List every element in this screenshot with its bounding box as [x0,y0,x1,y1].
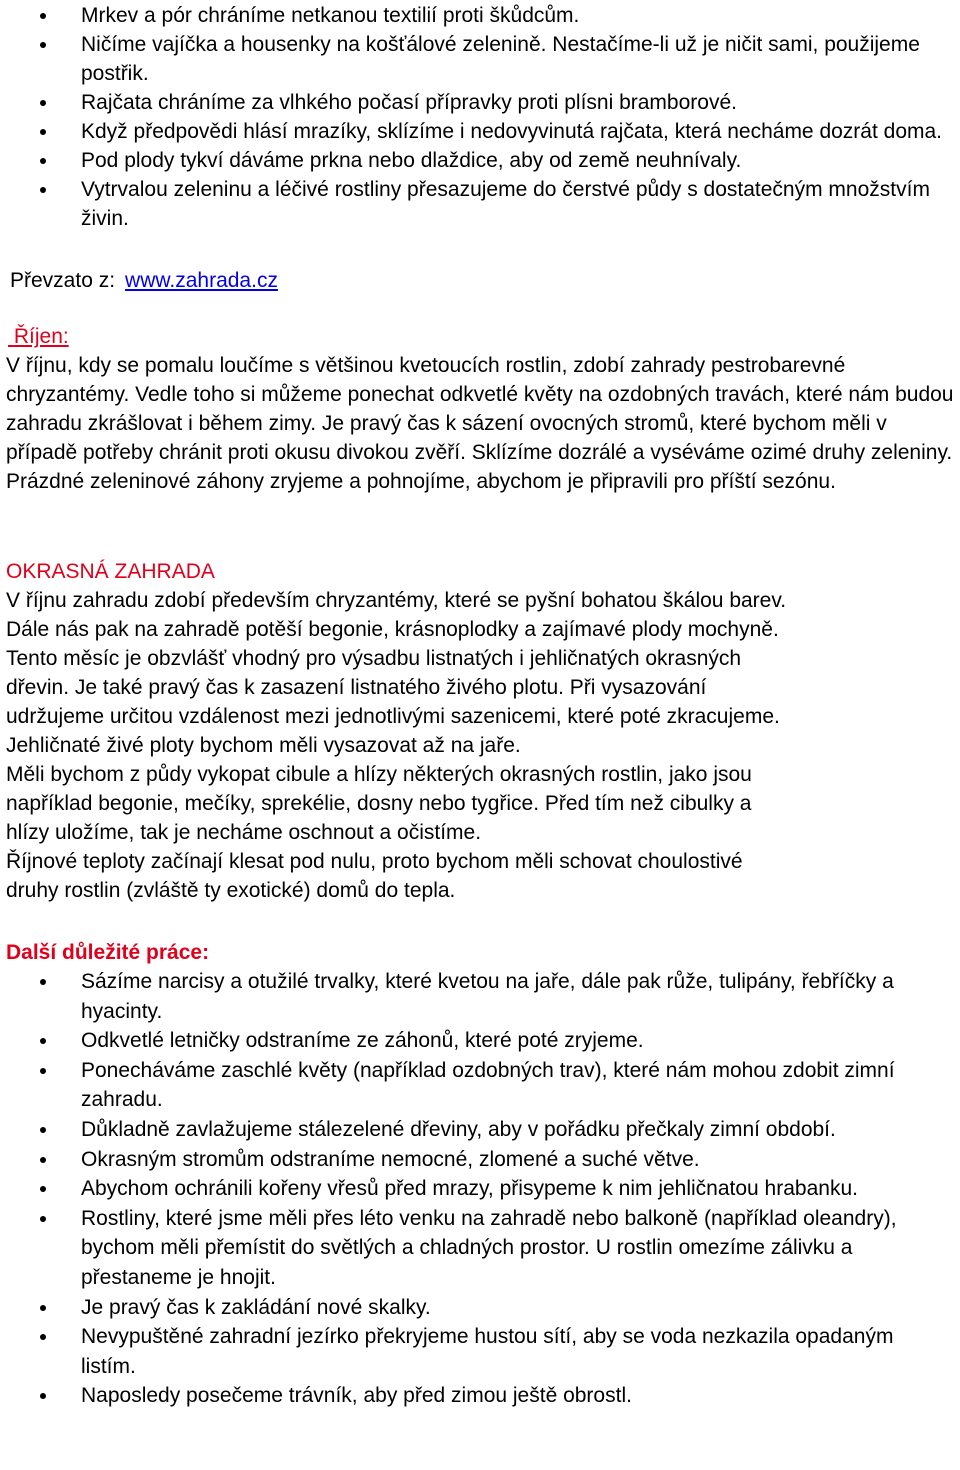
paragraph-line: hlízy uložíme, tak je necháme oschnout a očistíme. [6,821,482,844]
vegetable-care-list [0,1,960,233]
list-item [0,88,960,117]
list-item [0,967,960,1026]
paragraph-line: dřevin. Je také pravý čas k zasazení listnatého živého plotu. Při vysazování [6,676,707,699]
bullet-icon [40,13,46,19]
october-paragraph: V říjnu, kdy se pomalu loučíme s většinou kvetoucích rostlin, zdobí zahrady pestrobarevné chryzantémy. Vedle toho si můžeme ponechat odkvetlé květy na ozdobných travách, které nám budou zahradu zkrášlovat i během zimy. Je pravý čas k sázení ovocných stromů, které bychom měli v případě potřeby chránit proti okusu divokou zvěří. Sklízíme dozrálé a vyséváme ozimé druhy zeleniny. Prázdné zeleninové záhony zryjeme a pohnojíme, abychom je připravili pro příští sezónu. [6,354,954,493]
bullet-icon [40,1127,46,1133]
bullet-icon [40,129,46,135]
list-item [0,1056,960,1115]
october-heading [8,322,69,351]
paragraph-line: druhy rostlin (zvláště ty exotické) domů do tepla. [6,879,456,902]
other-tasks-list [0,967,960,1411]
list-item-text: Pod plody tykví dáváme prkna nebo dlaždice, aby od země neuhnívaly. [81,149,742,172]
list-item [0,1381,960,1411]
list-item [0,1293,960,1323]
list-item-text: Důkladně zavlažujeme stálezelené dřeviny, aby v pořádku přečkaly zimní období. [81,1117,836,1141]
paragraph-line: například begonie, mečíky, sprekélie, dosny nebo tygřice. Před tím než cibulky a [6,792,752,815]
list-item [0,1145,960,1175]
bullet-icon [40,1305,46,1311]
source-link[interactable]: www.zahrada.cz [125,269,278,292]
list-item [0,175,960,233]
paragraph-line: Jehličnaté živé ploty bychom měli vysazovat až na jaře. [6,734,521,757]
list-item [0,1204,960,1293]
bullet-icon [40,100,46,106]
list-item-text: Vytrvalou zeleninu a léčivé rostliny přesazujeme do čerstvé půdy s dostatečným množstvím živin. [81,178,930,230]
bullet-icon [40,1186,46,1192]
list-item [0,146,960,175]
list-item [0,1322,960,1381]
list-item-text: Nevypuštěné zahradní jezírko překryjeme hustou sítí, aby se voda nezkazila opadaným listím. [81,1325,894,1378]
bullet-icon [40,1216,46,1222]
paragraph-line: Měli bychom z půdy vykopat cibule a hlízy některých okrasných rostlin, jako jsou [6,763,752,786]
source-label: Převzato z: [10,269,116,292]
bullet-icon [40,1393,46,1399]
list-item [0,1,960,30]
list-item-text: Ničíme vajíčka a housenky na košťálové zelenině. Nestačíme-li už je ničit sami, použijeme postřik. [81,33,920,85]
paragraph-line: V říjnu zahradu zdobí především chryzantémy, které se pyšní bohatou škálou barev. [6,589,787,612]
list-item-text: Je pravý čas k zakládání nové skalky. [81,1295,431,1319]
paragraph-line: udržujeme určitou vzdálenost mezi jednotlivými sazenicemi, které poté zkracujeme. [6,705,780,728]
list-item-text: Okrasným stromům odstraníme nemocné, zlomené a suché větve. [81,1147,700,1171]
bullet-icon [40,42,46,48]
list-item-text: Rostliny, které jsme měli přes léto venku na zahradě nebo balkoně (například oleandry), bychom měli přemístit do světlých a chladných prostor. U rostlin omezíme zálivku a přestaneme je hnojit. [81,1206,897,1289]
bullet-icon [40,1334,46,1340]
paragraph-line: Tento měsíc je obzvlášť vhodný pro výsadbu listnatých i jehličnatých okrasných [6,647,742,670]
ornamental-garden-paragraph [6,586,960,905]
list-item-text: Naposledy posečeme trávník, aby před zimou ještě obrostl. [81,1384,632,1408]
paragraph-line: Dále nás pak na zahradě potěší begonie, krásnoplodky a zajímavé plody mochyně. [6,618,779,641]
list-item [0,117,960,146]
list-item-text: Sázíme narcisy a otužilé trvalky, které kvetou na jaře, dále pak růže, tulipány, řebříčky a hyacinty. [81,970,894,1023]
list-item-text: Abychom ochránili kořeny vřesů před mrazy, přisypeme k nim jehličnatou hrabanku. [81,1177,858,1201]
ornamental-garden-heading: OKRASNÁ ZAHRADA [6,560,215,583]
bullet-icon [40,187,46,193]
list-item [0,1174,960,1204]
list-item [0,1026,960,1056]
source-citation [10,266,278,295]
list-item-text: Ponecháváme zaschlé květy (například ozdobných trav), které nám mohou zdobit zimní zahradu. [81,1058,895,1112]
bullet-icon [40,158,46,164]
list-item-text: Mrkev a pór chráníme netkanou textilií proti škůdcům. [81,4,580,27]
october-heading-text: Říjen: [13,325,69,348]
list-item [0,30,960,88]
paragraph-line: Říjnové teploty začínají klesat pod nulu, proto bychom měli schovat choulostivé [6,850,743,873]
list-item-text: Odkvetlé letničky odstraníme ze záhonů, které poté zryjeme. [81,1029,644,1053]
list-item [0,1115,960,1145]
bullet-icon [40,979,46,985]
list-item-text: Rajčata chráníme za vlhkého počasí přípravky proti plísni bramborové. [81,91,737,114]
bullet-icon [40,1068,46,1074]
bullet-icon [40,1038,46,1044]
list-item-text: Když předpovědi hlásí mrazíky, sklízíme i nedovyvinutá rajčata, která necháme dozrát doma. [81,120,943,143]
other-tasks-heading: Další důležité práce: [6,941,210,964]
bullet-icon [40,1157,46,1163]
